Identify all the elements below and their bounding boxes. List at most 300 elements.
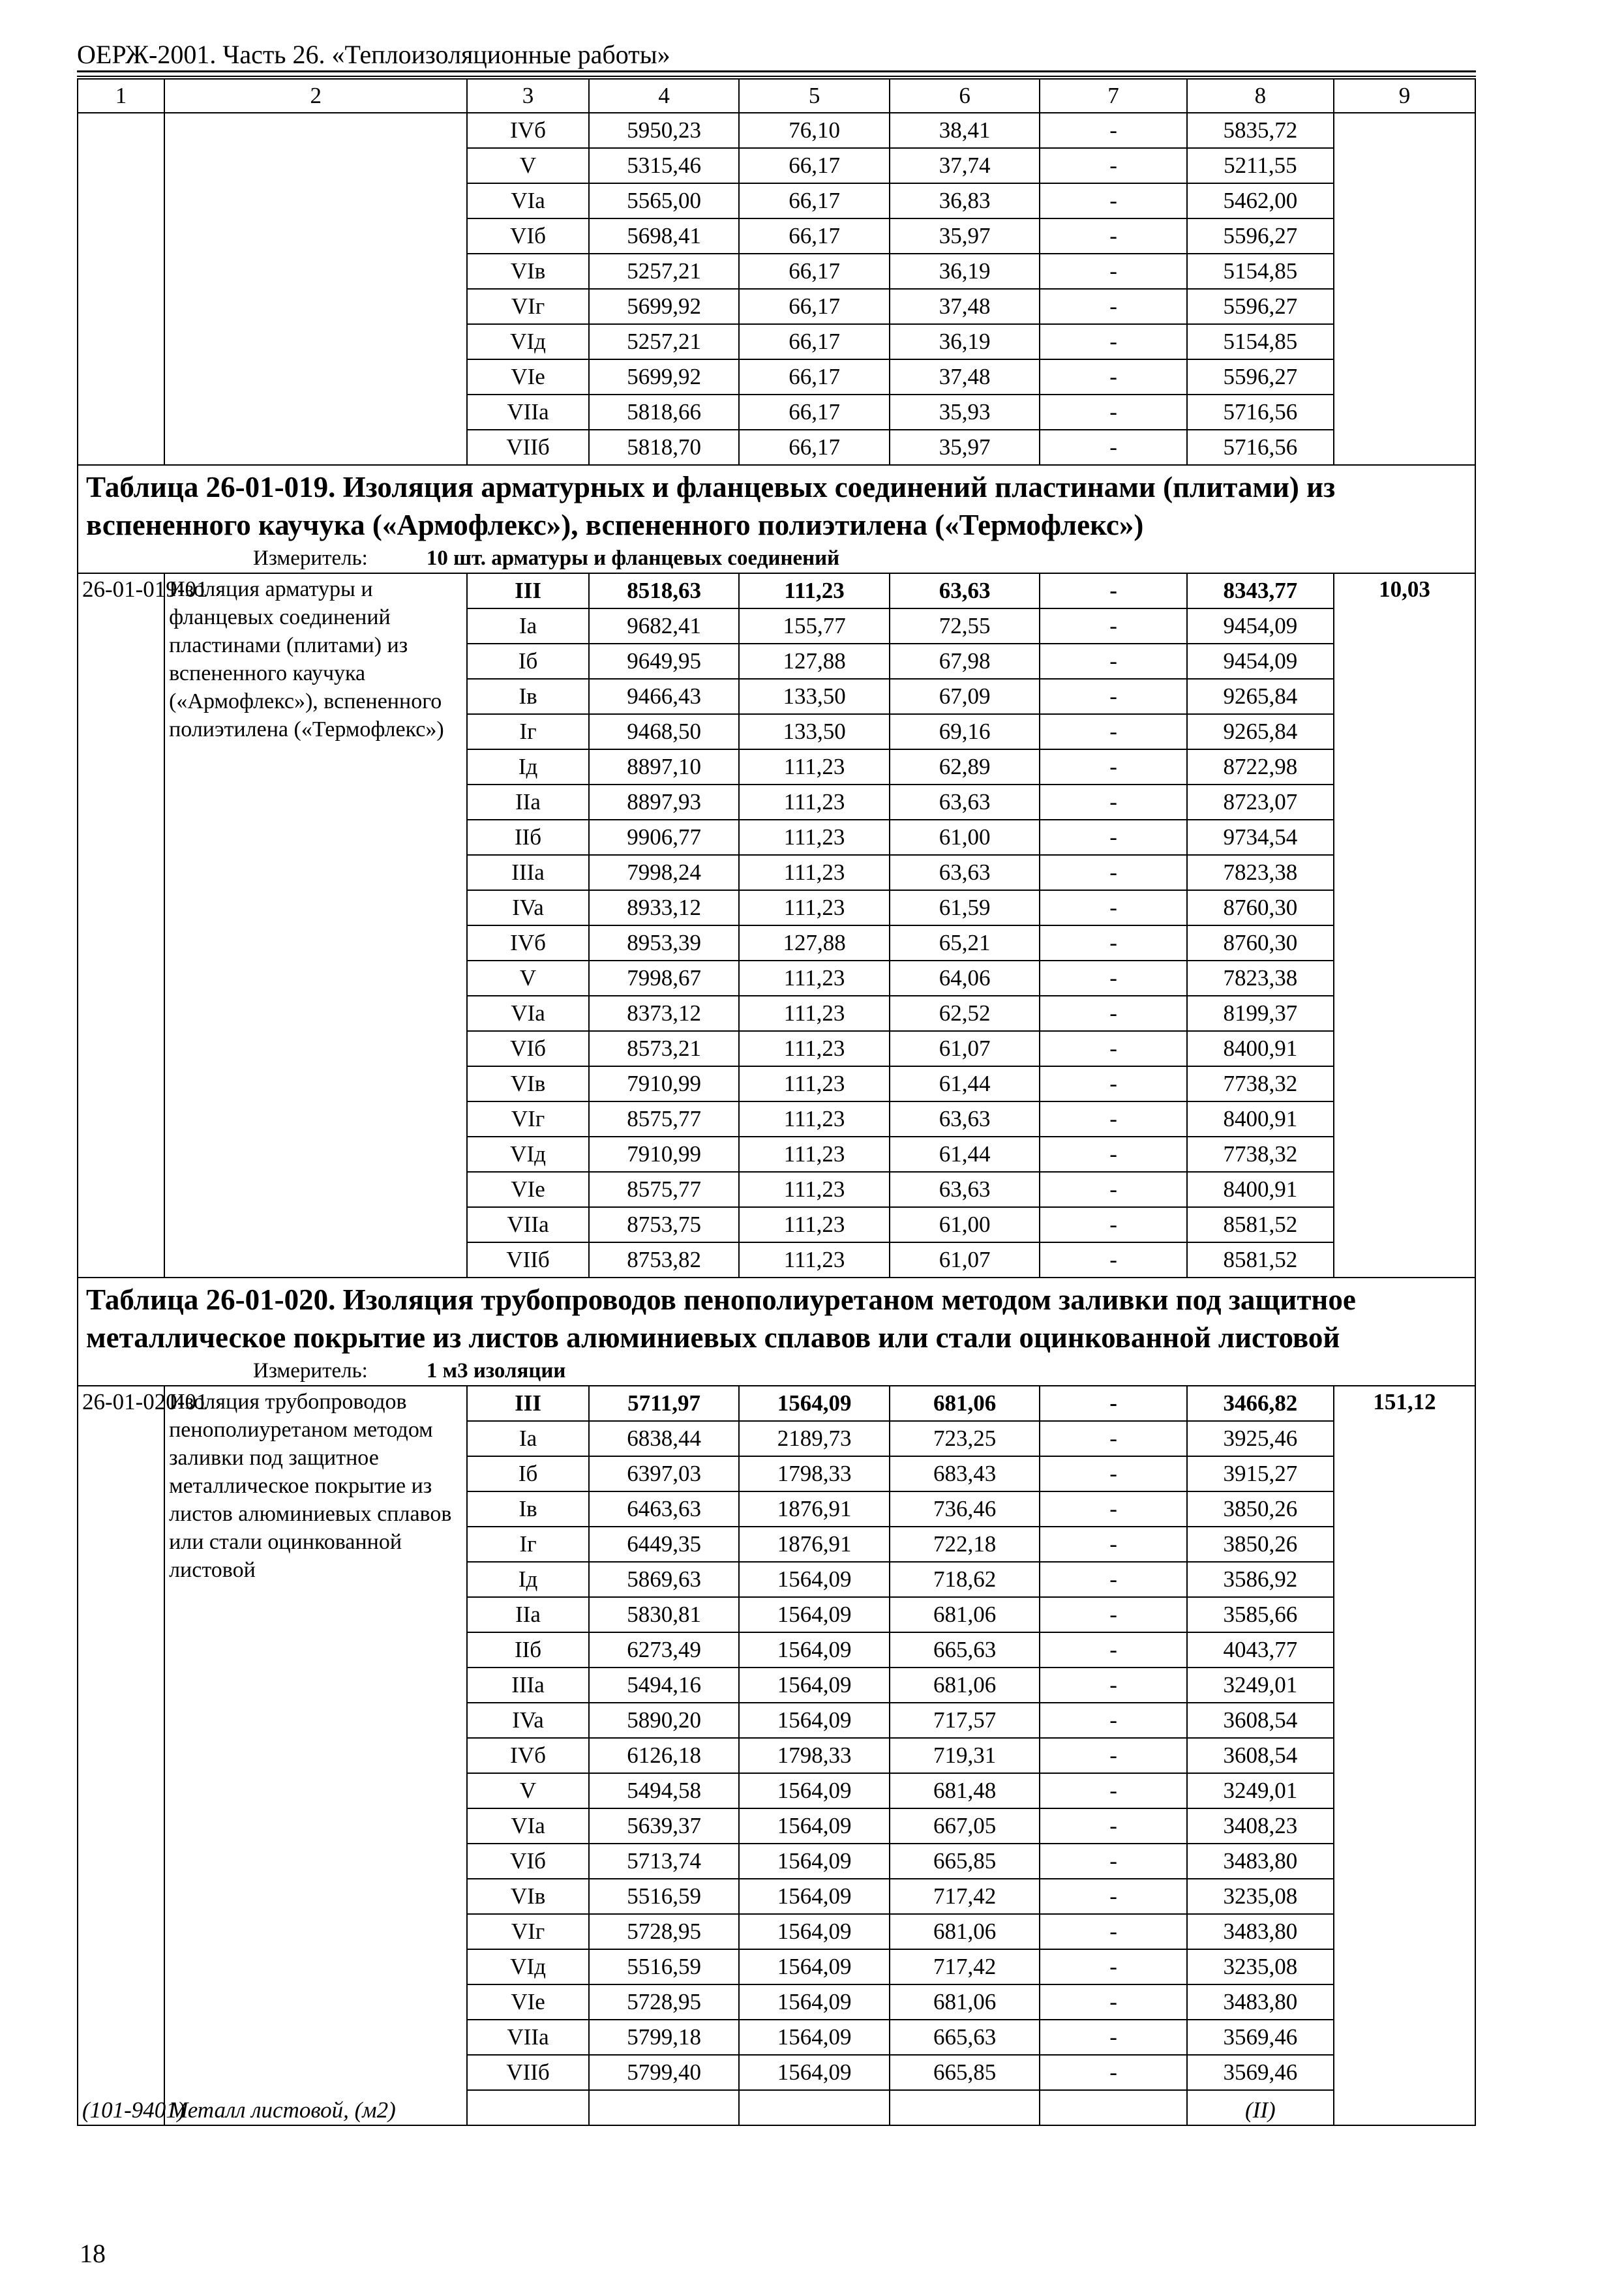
direct-cost-cell: 5315,46	[589, 148, 740, 183]
machine-cost-cell: 69,16	[890, 714, 1040, 749]
driver-wage-cell: -	[1040, 1949, 1186, 1984]
material-cost-cell: 3408,23	[1187, 1808, 1334, 1844]
zone-cell: V	[467, 961, 589, 996]
labor-cost-cell: 1564,09	[739, 1949, 890, 1984]
direct-cost-cell: 8953,39	[589, 925, 740, 961]
direct-cost-cell: 5799,18	[589, 2020, 740, 2055]
labor-cost-cell: 111,23	[739, 890, 890, 925]
index-cell	[1334, 113, 1475, 465]
driver-wage-cell: -	[1040, 1456, 1186, 1491]
direct-cost-cell: 8897,93	[589, 785, 740, 820]
zone-cell: IVб	[467, 113, 589, 148]
labor-cost-cell: 1564,09	[739, 1914, 890, 1949]
material-cost-cell: 3569,46	[1187, 2055, 1334, 2090]
empty-cell	[467, 2090, 589, 2125]
machine-cost-cell: 681,06	[890, 1914, 1040, 1949]
driver-wage-cell: -	[1040, 644, 1186, 679]
measure-line	[78, 1356, 1475, 1386]
machine-cost-cell: 63,63	[890, 1101, 1040, 1137]
labor-cost-cell: 66,17	[739, 218, 890, 254]
zone-cell: V	[467, 148, 589, 183]
page-header: ОЕРЖ-2001. Часть 26. «Теплоизоляционные работы»	[77, 40, 670, 69]
labor-cost-cell: 66,17	[739, 324, 890, 359]
empty-cell	[1040, 2090, 1186, 2125]
machine-cost-cell: 36,19	[890, 254, 1040, 289]
direct-cost-cell: 8897,10	[589, 749, 740, 785]
column-number: 6	[890, 79, 1040, 113]
direct-cost-cell: 8933,12	[589, 890, 740, 925]
zone-cell: Iг	[467, 714, 589, 749]
driver-wage-cell: -	[1040, 1421, 1186, 1456]
zone-cell: Iг	[467, 1527, 589, 1562]
machine-cost-cell: 37,48	[890, 289, 1040, 324]
labor-cost-cell: 66,17	[739, 254, 890, 289]
measure-line	[78, 544, 1475, 573]
labor-cost-cell: 155,77	[739, 608, 890, 644]
section-title-row	[78, 1278, 1475, 1356]
direct-cost-cell: 5830,81	[589, 1597, 740, 1632]
direct-cost-cell: 6273,49	[589, 1632, 740, 1668]
measure-label: Измеритель:	[253, 1359, 368, 1383]
material-cost-cell: 5596,27	[1187, 289, 1334, 324]
zone-cell: Iв	[467, 1491, 589, 1527]
zone-cell: VIд	[467, 1137, 589, 1172]
direct-cost-cell: 5869,63	[589, 1562, 740, 1597]
direct-cost-cell: 9682,41	[589, 608, 740, 644]
driver-wage-cell: -	[1040, 1242, 1186, 1278]
machine-cost-cell: 64,06	[890, 961, 1040, 996]
zone-cell: IVб	[467, 1738, 589, 1773]
machine-cost-cell: 665,63	[890, 2020, 1040, 2055]
driver-wage-cell: -	[1040, 254, 1186, 289]
column-number: 1	[78, 79, 164, 113]
zone-cell: VIIб	[467, 430, 589, 465]
driver-wage-cell: -	[1040, 1632, 1186, 1668]
zone-cell: V	[467, 1773, 589, 1808]
machine-cost-cell: 63,63	[890, 785, 1040, 820]
description-cell	[164, 113, 467, 465]
column-number: 9	[1334, 79, 1475, 113]
direct-cost-cell: 6838,44	[589, 1421, 740, 1456]
zone-cell: VIб	[467, 1844, 589, 1879]
measure-label: Измеритель:	[253, 546, 368, 570]
zone-cell: VIa	[467, 996, 589, 1031]
material-cost-cell: 3483,80	[1187, 1914, 1334, 1949]
direct-cost-cell: 8373,12	[589, 996, 740, 1031]
direct-cost-cell: 6449,35	[589, 1527, 740, 1562]
direct-cost-cell: 9906,77	[589, 820, 740, 855]
driver-wage-cell: -	[1040, 714, 1186, 749]
machine-cost-cell: 681,06	[890, 1386, 1040, 1421]
material-cost-cell: 5716,56	[1187, 430, 1334, 465]
zone-cell: VIе	[467, 359, 589, 395]
direct-cost-cell: 5711,97	[589, 1386, 740, 1421]
driver-wage-cell: -	[1040, 1668, 1186, 1703]
zone-cell: VIе	[467, 1172, 589, 1207]
labor-cost-cell: 1798,33	[739, 1738, 890, 1773]
material-cost-cell: 3249,01	[1187, 1773, 1334, 1808]
labor-cost-cell: 76,10	[739, 113, 890, 148]
labor-cost-cell: 111,23	[739, 1066, 890, 1101]
column-number: 5	[739, 79, 890, 113]
material-name: Металл листовой, (м2)	[164, 2090, 467, 2125]
labor-cost-cell: 133,50	[739, 714, 890, 749]
labor-cost-cell: 111,23	[739, 820, 890, 855]
material-cost-cell: 3850,26	[1187, 1491, 1334, 1527]
machine-cost-cell: 61,00	[890, 820, 1040, 855]
zone-cell: IIб	[467, 820, 589, 855]
description-cell: Изоляция арматуры и фланцевых соединений пластинами (плитами) из вспененного каучука («Армофлекс»), вспененного полиэтилена («Термофлекс»)	[164, 573, 467, 1278]
material-cost-cell: 9265,84	[1187, 714, 1334, 749]
zone-cell: III	[467, 1386, 589, 1421]
zone-cell: Ia	[467, 608, 589, 644]
driver-wage-cell: -	[1040, 608, 1186, 644]
driver-wage-cell: -	[1040, 1914, 1186, 1949]
machine-cost-cell: 665,85	[890, 2055, 1040, 2090]
direct-cost-cell: 7998,67	[589, 961, 740, 996]
material-cost-cell: 8581,52	[1187, 1242, 1334, 1278]
section-title: Таблица 26-01-020. Изоляция трубопроводов пенополиуретаном методом заливки под защитное металлическое покрытие из листов алюминиевых сплавов или стали оцинкованной листовой	[78, 1278, 1475, 1356]
material-quantity: (II)	[1187, 2090, 1334, 2125]
direct-cost-cell: 5639,37	[589, 1808, 740, 1844]
labor-cost-cell: 1876,91	[739, 1491, 890, 1527]
material-code: (101-9401)	[78, 2090, 164, 2125]
driver-wage-cell: -	[1040, 1984, 1186, 2020]
machine-cost-cell: 667,05	[890, 1808, 1040, 1844]
driver-wage-cell: -	[1040, 1172, 1186, 1207]
driver-wage-cell: -	[1040, 1773, 1186, 1808]
direct-cost-cell: 5728,95	[589, 1984, 740, 2020]
labor-cost-cell: 1798,33	[739, 1456, 890, 1491]
material-cost-cell: 5716,56	[1187, 395, 1334, 430]
material-cost-cell: 9734,54	[1187, 820, 1334, 855]
column-number-row	[78, 79, 1475, 113]
material-cost-cell: 8400,91	[1187, 1031, 1334, 1066]
machine-cost-cell: 37,48	[890, 359, 1040, 395]
machine-cost-cell: 665,63	[890, 1632, 1040, 1668]
direct-cost-cell: 7910,99	[589, 1137, 740, 1172]
machine-cost-cell: 717,42	[890, 1949, 1040, 1984]
zone-cell: VIв	[467, 1066, 589, 1101]
material-cost-cell: 3850,26	[1187, 1527, 1334, 1562]
machine-cost-cell: 681,48	[890, 1773, 1040, 1808]
driver-wage-cell: -	[1040, 749, 1186, 785]
direct-cost-cell: 8753,82	[589, 1242, 740, 1278]
empty-cell	[589, 2090, 740, 2125]
zone-cell: IIIa	[467, 855, 589, 890]
direct-cost-cell: 5890,20	[589, 1703, 740, 1738]
driver-wage-cell: -	[1040, 1207, 1186, 1242]
labor-cost-cell: 2189,73	[739, 1421, 890, 1456]
material-cost-cell: 5596,27	[1187, 359, 1334, 395]
material-cost-cell: 8400,91	[1187, 1101, 1334, 1137]
zone-cell: VIб	[467, 1031, 589, 1066]
direct-cost-cell: 5257,21	[589, 324, 740, 359]
driver-wage-cell: -	[1040, 430, 1186, 465]
machine-cost-cell: 35,93	[890, 395, 1040, 430]
driver-wage-cell: -	[1040, 148, 1186, 183]
measure-row	[78, 1356, 1475, 1386]
machine-cost-cell: 681,06	[890, 1984, 1040, 2020]
material-cost-cell: 3585,66	[1187, 1597, 1334, 1632]
machine-cost-cell: 681,06	[890, 1668, 1040, 1703]
header-rule	[77, 76, 1476, 77]
material-cost-cell: 3466,82	[1187, 1386, 1334, 1421]
material-cost-cell: 7823,38	[1187, 855, 1334, 890]
column-number: 3	[467, 79, 589, 113]
material-cost-cell: 8760,30	[1187, 890, 1334, 925]
zone-cell: Ia	[467, 1421, 589, 1456]
section-title: Таблица 26-01-019. Изоляция арматурных и фланцевых соединений пластинами (плитами) из вспененного каучука («Армофлекс»), вспененного полиэтилена («Термофлекс»)	[78, 465, 1475, 544]
section-title-row	[78, 465, 1475, 544]
direct-cost-cell: 5698,41	[589, 218, 740, 254]
material-cost-cell: 3608,54	[1187, 1703, 1334, 1738]
description-cell: Изоляция трубопроводов пенополиуретаном методом заливки под защитное металлическое покрытие из листов алюминиевых сплавов или стали оцинкованной листовой	[164, 1386, 467, 2090]
zone-cell: IIa	[467, 1597, 589, 1632]
direct-cost-cell: 5713,74	[589, 1844, 740, 1879]
driver-wage-cell: -	[1040, 820, 1186, 855]
material-row	[78, 2090, 1475, 2125]
labor-cost-cell: 1564,09	[739, 1597, 890, 1632]
material-cost-cell: 8343,77	[1187, 573, 1334, 608]
zone-cell: Iв	[467, 679, 589, 714]
driver-wage-cell: -	[1040, 996, 1186, 1031]
material-cost-cell: 3925,46	[1187, 1421, 1334, 1456]
direct-cost-cell: 5699,92	[589, 359, 740, 395]
material-cost-cell: 3483,80	[1187, 1844, 1334, 1879]
zone-cell: III	[467, 573, 589, 608]
zone-cell: VIб	[467, 218, 589, 254]
labor-cost-cell: 111,23	[739, 749, 890, 785]
machine-cost-cell: 61,44	[890, 1066, 1040, 1101]
machine-cost-cell: 62,52	[890, 996, 1040, 1031]
machine-cost-cell: 681,06	[890, 1597, 1040, 1632]
code-cell: 26-01-020-01	[78, 1386, 164, 2090]
labor-cost-cell: 127,88	[739, 925, 890, 961]
machine-cost-cell: 61,59	[890, 890, 1040, 925]
machine-cost-cell: 61,00	[890, 1207, 1040, 1242]
driver-wage-cell: -	[1040, 359, 1186, 395]
zone-cell: VIIб	[467, 1242, 589, 1278]
direct-cost-cell: 8753,75	[589, 1207, 740, 1242]
machine-cost-cell: 717,42	[890, 1879, 1040, 1914]
measure-value: 1 м3 изоляции	[426, 1359, 566, 1383]
labor-cost-cell: 111,23	[739, 1137, 890, 1172]
direct-cost-cell: 9466,43	[589, 679, 740, 714]
material-cost-cell: 5462,00	[1187, 183, 1334, 218]
material-cost-cell: 3483,80	[1187, 1984, 1334, 2020]
zone-cell: VIг	[467, 1101, 589, 1137]
driver-wage-cell: -	[1040, 2020, 1186, 2055]
zone-cell: IVa	[467, 1703, 589, 1738]
labor-cost-cell: 133,50	[739, 679, 890, 714]
labor-cost-cell: 1564,09	[739, 1668, 890, 1703]
material-cost-cell: 8760,30	[1187, 925, 1334, 961]
material-cost-cell: 9265,84	[1187, 679, 1334, 714]
zone-cell: IVa	[467, 890, 589, 925]
direct-cost-cell: 9649,95	[589, 644, 740, 679]
labor-cost-cell: 111,23	[739, 961, 890, 996]
material-cost-cell: 8400,91	[1187, 1172, 1334, 1207]
material-cost-cell: 8722,98	[1187, 749, 1334, 785]
driver-wage-cell: -	[1040, 1137, 1186, 1172]
labor-cost-cell: 1564,09	[739, 2020, 890, 2055]
index-cell: 10,03	[1334, 573, 1475, 1278]
material-cost-cell: 5835,72	[1187, 113, 1334, 148]
column-number: 4	[589, 79, 740, 113]
driver-wage-cell: -	[1040, 1703, 1186, 1738]
machine-cost-cell: 63,63	[890, 573, 1040, 608]
machine-cost-cell: 67,98	[890, 644, 1040, 679]
zone-cell: VIд	[467, 324, 589, 359]
empty-cell	[739, 2090, 890, 2125]
direct-cost-cell: 5516,59	[589, 1879, 740, 1914]
driver-wage-cell: -	[1040, 113, 1186, 148]
labor-cost-cell: 127,88	[739, 644, 890, 679]
machine-cost-cell: 63,63	[890, 855, 1040, 890]
driver-wage-cell: -	[1040, 785, 1186, 820]
machine-cost-cell: 61,07	[890, 1242, 1040, 1278]
zone-cell: VIд	[467, 1949, 589, 1984]
direct-cost-cell: 8575,77	[589, 1101, 740, 1137]
driver-wage-cell: -	[1040, 1562, 1186, 1597]
machine-cost-cell: 35,97	[890, 218, 1040, 254]
labor-cost-cell: 66,17	[739, 430, 890, 465]
labor-cost-cell: 1564,09	[739, 1562, 890, 1597]
labor-cost-cell: 111,23	[739, 1031, 890, 1066]
code-cell: 26-01-019-01	[78, 573, 164, 1278]
driver-wage-cell: -	[1040, 1031, 1186, 1066]
labor-cost-cell: 1564,09	[739, 2055, 890, 2090]
driver-wage-cell: -	[1040, 1879, 1186, 1914]
driver-wage-cell: -	[1040, 1491, 1186, 1527]
driver-wage-cell: -	[1040, 573, 1186, 608]
labor-cost-cell: 1564,09	[739, 1844, 890, 1879]
labor-cost-cell: 111,23	[739, 855, 890, 890]
driver-wage-cell: -	[1040, 1527, 1186, 1562]
material-cost-cell: 9454,09	[1187, 608, 1334, 644]
labor-cost-cell: 1564,09	[739, 1632, 890, 1668]
labor-cost-cell: 1564,09	[739, 1984, 890, 2020]
direct-cost-cell: 7910,99	[589, 1066, 740, 1101]
machine-cost-cell: 718,62	[890, 1562, 1040, 1597]
zone-cell: VIIб	[467, 2055, 589, 2090]
table-row	[78, 573, 1475, 608]
labor-cost-cell: 1564,09	[739, 1773, 890, 1808]
driver-wage-cell: -	[1040, 961, 1186, 996]
labor-cost-cell: 111,23	[739, 1242, 890, 1278]
column-number: 2	[164, 79, 467, 113]
direct-cost-cell: 5818,70	[589, 430, 740, 465]
zone-cell: VIa	[467, 183, 589, 218]
machine-cost-cell: 36,19	[890, 324, 1040, 359]
machine-cost-cell: 65,21	[890, 925, 1040, 961]
zone-cell: Iб	[467, 1456, 589, 1491]
labor-cost-cell: 1564,09	[739, 1808, 890, 1844]
direct-cost-cell: 6463,63	[589, 1491, 740, 1527]
labor-cost-cell: 1564,09	[739, 1879, 890, 1914]
direct-cost-cell: 5516,59	[589, 1949, 740, 1984]
material-cost-cell: 9454,09	[1187, 644, 1334, 679]
zone-cell: Iд	[467, 1562, 589, 1597]
driver-wage-cell: -	[1040, 890, 1186, 925]
direct-cost-cell: 9468,50	[589, 714, 740, 749]
material-cost-cell: 7738,32	[1187, 1066, 1334, 1101]
driver-wage-cell: -	[1040, 1101, 1186, 1137]
machine-cost-cell: 719,31	[890, 1738, 1040, 1773]
direct-cost-cell: 5799,40	[589, 2055, 740, 2090]
zone-cell: VIг	[467, 289, 589, 324]
labor-cost-cell: 1876,91	[739, 1527, 890, 1562]
direct-cost-cell: 6126,18	[589, 1738, 740, 1773]
zone-cell: IVб	[467, 925, 589, 961]
code-cell	[78, 113, 164, 465]
zone-cell: VIв	[467, 254, 589, 289]
zone-cell: IIб	[467, 1632, 589, 1668]
labor-cost-cell: 111,23	[739, 1207, 890, 1242]
page-number: 18	[80, 2239, 106, 2268]
direct-cost-cell: 8573,21	[589, 1031, 740, 1066]
direct-cost-cell: 5699,92	[589, 289, 740, 324]
empty-cell	[890, 2090, 1040, 2125]
material-cost-cell: 3249,01	[1187, 1668, 1334, 1703]
machine-cost-cell: 61,07	[890, 1031, 1040, 1066]
direct-cost-cell: 5950,23	[589, 113, 740, 148]
driver-wage-cell: -	[1040, 1066, 1186, 1101]
driver-wage-cell: -	[1040, 395, 1186, 430]
direct-cost-cell: 8518,63	[589, 573, 740, 608]
material-cost-cell: 5154,85	[1187, 324, 1334, 359]
machine-cost-cell: 717,57	[890, 1703, 1040, 1738]
labor-cost-cell: 111,23	[739, 1172, 890, 1207]
zone-cell: VIв	[467, 1879, 589, 1914]
material-cost-cell: 8723,07	[1187, 785, 1334, 820]
direct-cost-cell: 5494,16	[589, 1668, 740, 1703]
driver-wage-cell: -	[1040, 925, 1186, 961]
empty-cell	[1334, 2090, 1475, 2125]
driver-wage-cell: -	[1040, 1808, 1186, 1844]
zone-cell: IIa	[467, 785, 589, 820]
machine-cost-cell: 736,46	[890, 1491, 1040, 1527]
labor-cost-cell: 111,23	[739, 1101, 890, 1137]
machine-cost-cell: 723,25	[890, 1421, 1040, 1456]
labor-cost-cell: 66,17	[739, 148, 890, 183]
table-row	[78, 1386, 1475, 1421]
direct-cost-cell: 7998,24	[589, 855, 740, 890]
driver-wage-cell: -	[1040, 324, 1186, 359]
material-cost-cell: 3235,08	[1187, 1949, 1334, 1984]
machine-cost-cell: 37,74	[890, 148, 1040, 183]
zone-cell: VIе	[467, 1984, 589, 2020]
machine-cost-cell: 36,83	[890, 183, 1040, 218]
labor-cost-cell: 66,17	[739, 183, 890, 218]
material-cost-cell: 5596,27	[1187, 218, 1334, 254]
norms-table	[77, 78, 1476, 2126]
driver-wage-cell: -	[1040, 855, 1186, 890]
material-cost-cell: 5211,55	[1187, 148, 1334, 183]
direct-cost-cell: 5728,95	[589, 1914, 740, 1949]
zone-cell: VIa	[467, 1808, 589, 1844]
machine-cost-cell: 722,18	[890, 1527, 1040, 1562]
machine-cost-cell: 67,09	[890, 679, 1040, 714]
measure-row	[78, 544, 1475, 573]
labor-cost-cell: 66,17	[739, 289, 890, 324]
column-number: 7	[1040, 79, 1186, 113]
driver-wage-cell: -	[1040, 2055, 1186, 2090]
measure-value: 10 шт. арматуры и фланцевых соединений	[426, 546, 840, 570]
driver-wage-cell: -	[1040, 289, 1186, 324]
direct-cost-cell: 8575,77	[589, 1172, 740, 1207]
